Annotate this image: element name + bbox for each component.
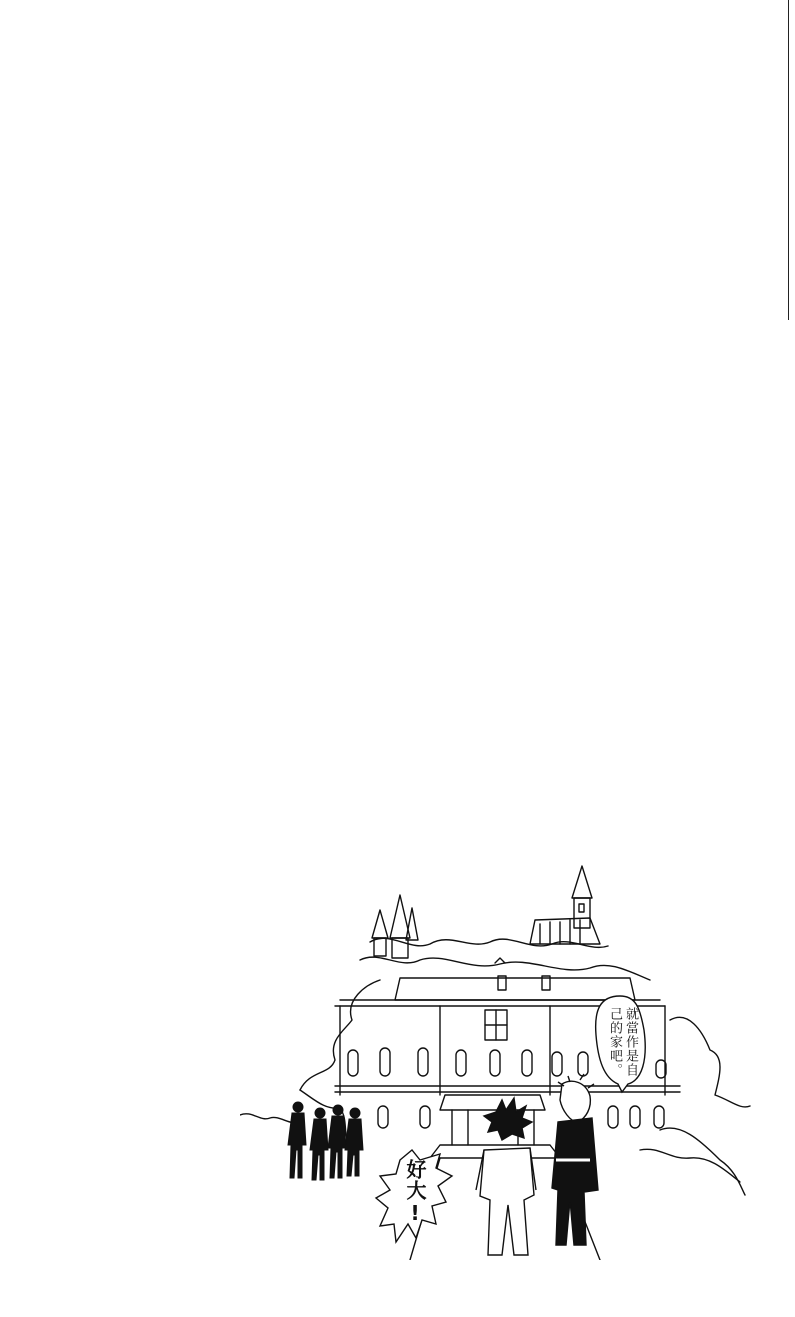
character-boy — [476, 1098, 536, 1255]
character-host — [552, 1074, 598, 1245]
right-trees — [670, 1017, 750, 1107]
mansion-scene-drawing — [240, 860, 760, 1260]
guards — [288, 1102, 363, 1180]
speech-text-shout: 好大! — [403, 1159, 427, 1226]
upper-floor — [395, 958, 635, 1000]
mansion-scene-illustration — [240, 860, 760, 1260]
left-towers — [372, 895, 418, 958]
right-tower — [530, 866, 600, 944]
speech-text-host: 就當作是自 己的家吧。 — [607, 1007, 638, 1077]
page-edge-line — [788, 0, 789, 320]
